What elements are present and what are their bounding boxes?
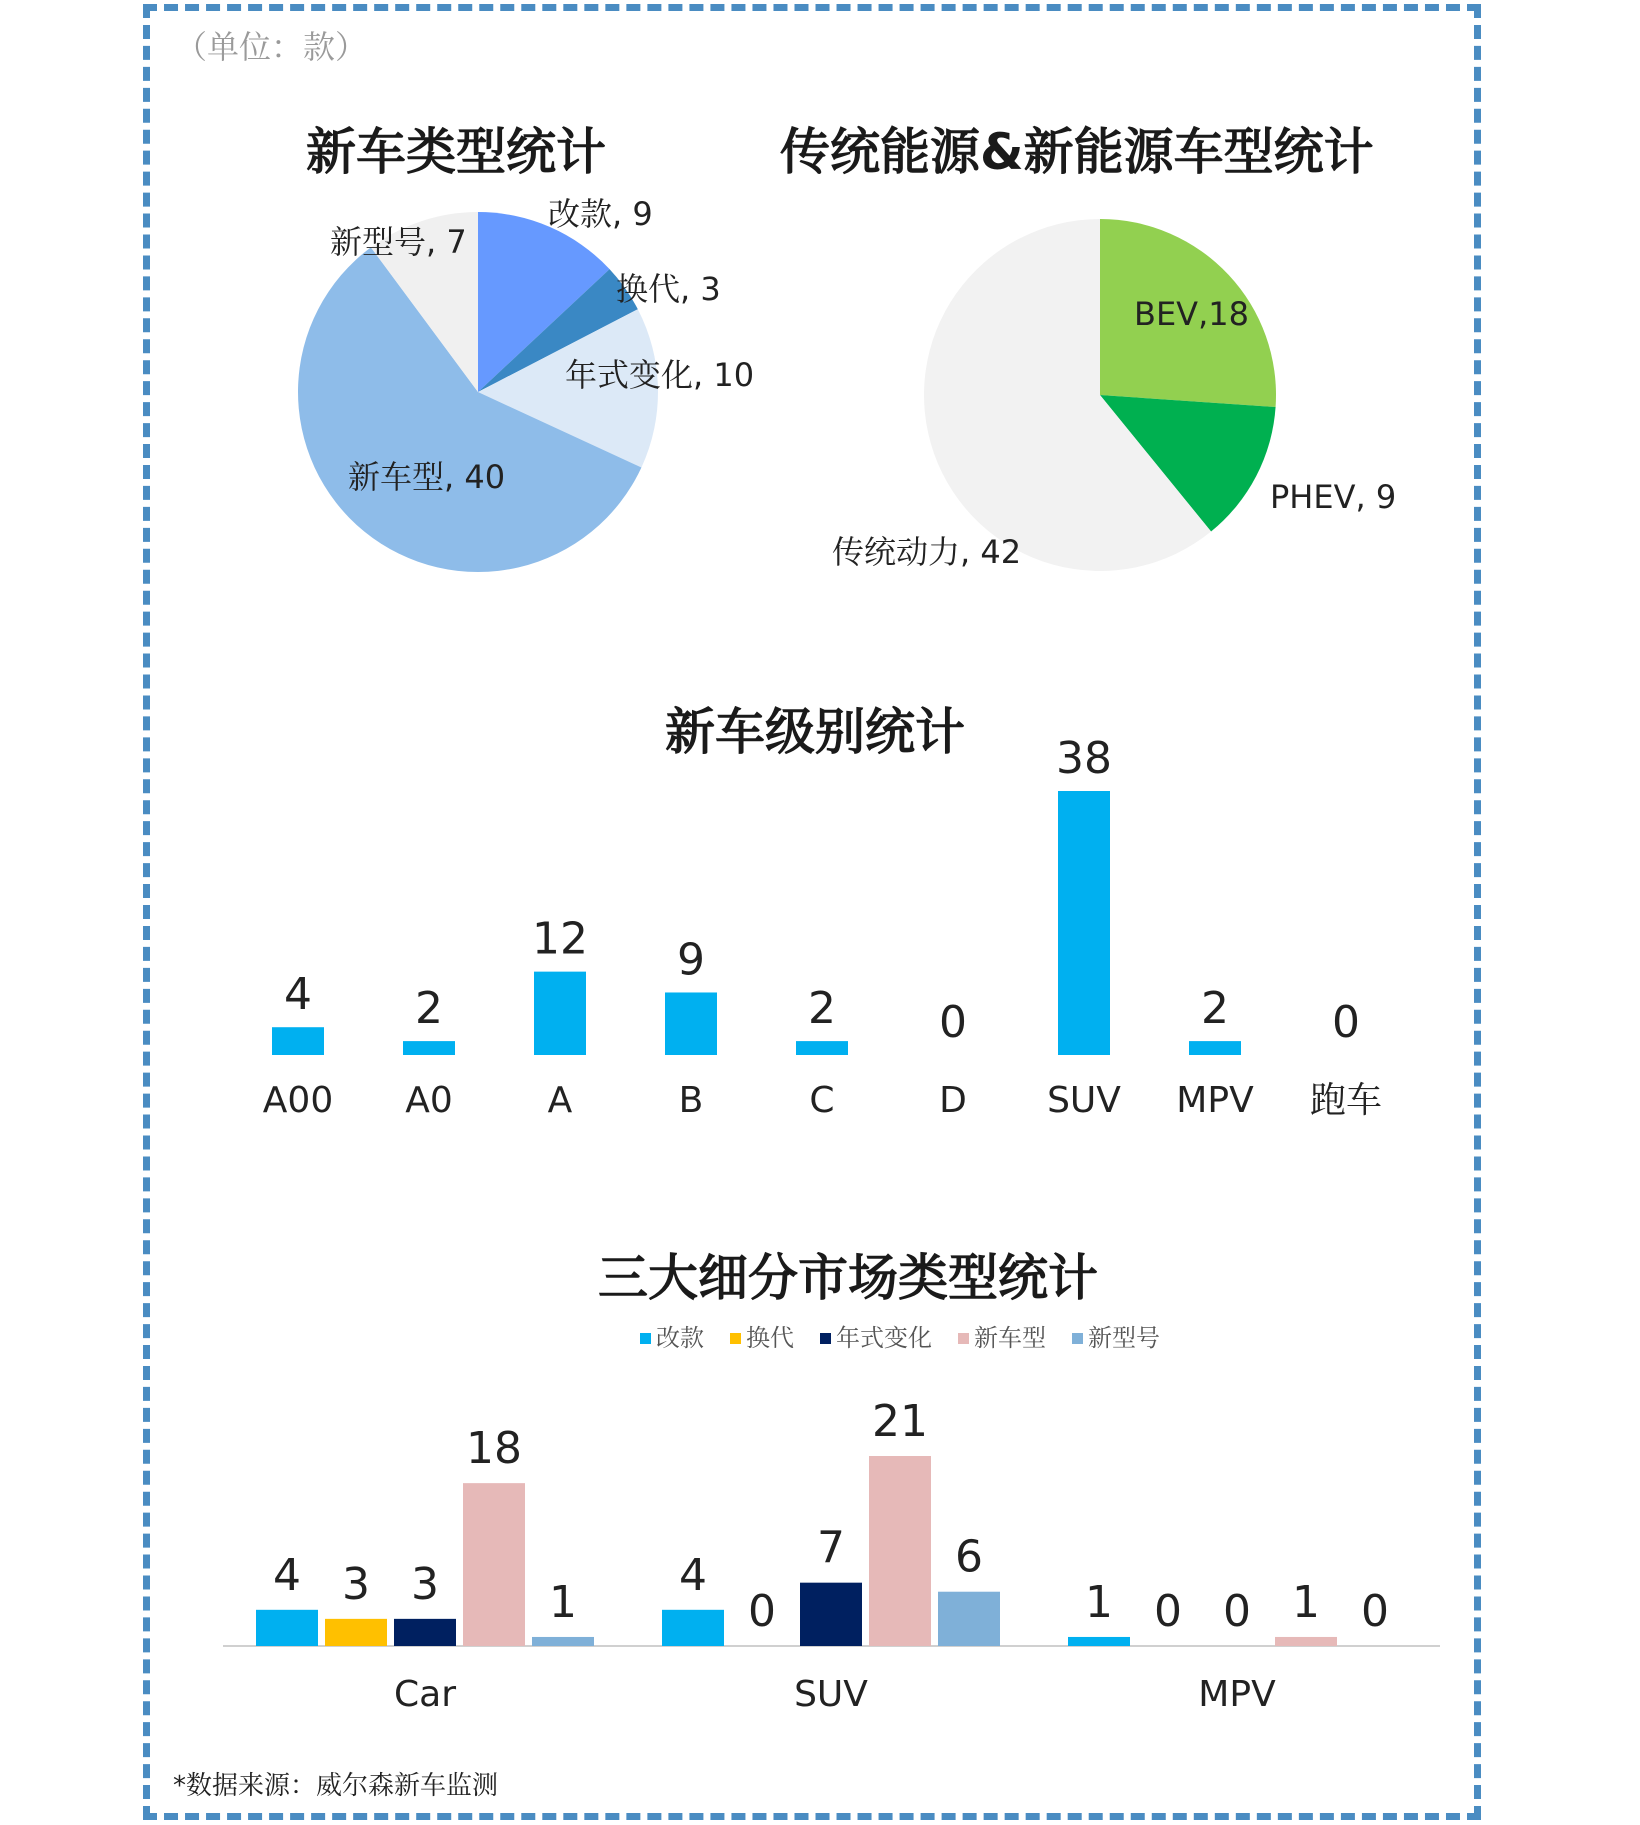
bar-value-MPV-年式变化: 0 xyxy=(1223,1586,1251,1637)
bar-B xyxy=(665,992,717,1055)
bar-segment-title: 三大细分市场类型统计 xyxy=(598,1249,1098,1307)
bar-category-A: A xyxy=(547,1080,573,1121)
bar-Car-年式变化 xyxy=(394,1619,456,1646)
pie-label-新型号: 新型号, 7 xyxy=(330,223,467,261)
pie-chart-energy-type xyxy=(0,0,1640,620)
bar-category-SUV: SUV xyxy=(1047,1080,1121,1121)
bar-Car-改款 xyxy=(256,1610,318,1646)
bar-value-MPV: 2 xyxy=(1201,983,1229,1035)
group-category-SUV: SUV xyxy=(794,1674,868,1715)
bar-value-SUV-新型号: 6 xyxy=(955,1531,983,1583)
bar-category-MPV: MPV xyxy=(1176,1080,1254,1121)
bar-SUV-年式变化 xyxy=(800,1583,862,1646)
bar-class-title: 新车级别统计 xyxy=(665,703,965,761)
bar-value-Car-年式变化: 3 xyxy=(411,1558,439,1610)
bar-value-SUV: 38 xyxy=(1056,733,1112,784)
bar-A00 xyxy=(272,1027,324,1055)
legend-label-年式变化: 年式变化 xyxy=(836,1324,932,1352)
pie-label-传统动力: 传统动力, 42 xyxy=(832,533,1022,571)
bar-category-A0: A0 xyxy=(405,1080,453,1121)
legend-swatch-换代 xyxy=(730,1333,741,1344)
bar-value-跑车: 0 xyxy=(1332,997,1360,1048)
bar-SUV-新型号 xyxy=(938,1592,1000,1646)
bar-SUV xyxy=(1058,791,1110,1055)
bar-MPV-改款 xyxy=(1068,1637,1130,1646)
bar-value-Car-新车型: 18 xyxy=(466,1423,522,1475)
pie-label-BEV: BEV,18 xyxy=(1134,295,1249,333)
bar-value-A00: 4 xyxy=(284,969,312,1021)
bar-A0 xyxy=(403,1041,455,1055)
bar-value-Car-改款: 4 xyxy=(273,1549,301,1601)
bar-value-MPV-换代: 0 xyxy=(1154,1586,1182,1637)
bar-MPV xyxy=(1189,1041,1241,1055)
pie-energy-title: 传统能源&新能源车型统计 xyxy=(780,123,1374,181)
bar-value-SUV-改款: 4 xyxy=(679,1549,707,1601)
pie-label-改款: 改款, 9 xyxy=(548,195,653,233)
bar-category-C: C xyxy=(809,1080,835,1121)
legend-swatch-新型号 xyxy=(1072,1333,1083,1344)
bar-category-跑车: 跑车 xyxy=(1309,1080,1383,1121)
bar-A xyxy=(534,972,586,1055)
bar-chart-market-segment xyxy=(0,1300,1640,1820)
legend-label-改款: 改款 xyxy=(656,1324,704,1352)
legend-label-新车型: 新车型 xyxy=(974,1324,1046,1352)
pie-label-年式变化: 年式变化, 10 xyxy=(565,356,755,394)
bar-value-Car-新型号: 1 xyxy=(549,1576,577,1628)
bar-C xyxy=(796,1041,848,1055)
bar-category-D: D xyxy=(939,1080,967,1121)
bar-value-C: 2 xyxy=(808,983,836,1035)
legend-label-新型号: 新型号 xyxy=(1088,1324,1160,1352)
bar-Car-新车型 xyxy=(463,1483,525,1646)
bar-category-B: B xyxy=(678,1080,704,1121)
legend-swatch-改款 xyxy=(640,1333,651,1344)
bar-value-MPV-新车型: 1 xyxy=(1292,1576,1320,1628)
pie-label-PHEV: PHEV, 9 xyxy=(1270,478,1397,516)
bar-category-A00: A00 xyxy=(262,1080,334,1121)
legend-swatch-新车型 xyxy=(958,1333,969,1344)
bar-value-SUV-换代: 0 xyxy=(748,1586,776,1637)
pie-type-title: 新车类型统计 xyxy=(306,123,606,181)
bar-SUV-改款 xyxy=(662,1610,724,1646)
bar-value-B: 9 xyxy=(677,934,705,986)
legend-swatch-年式变化 xyxy=(820,1333,831,1344)
bar-value-A: 12 xyxy=(532,913,588,965)
pie-label-新车型: 新车型, 40 xyxy=(348,458,506,496)
pie-label-换代: 换代, 3 xyxy=(616,270,721,308)
group-category-Car: Car xyxy=(394,1674,456,1715)
bar-Car-新型号 xyxy=(532,1637,594,1646)
bar-value-SUV-年式变化: 7 xyxy=(817,1522,845,1574)
bar-value-D: 0 xyxy=(939,997,967,1048)
bar-value-SUV-新车型: 21 xyxy=(872,1396,928,1447)
bar-Car-换代 xyxy=(325,1619,387,1646)
unit-label: （单位：款） xyxy=(175,28,368,66)
bar-value-MPV-新型号: 0 xyxy=(1361,1586,1389,1637)
bar-value-Car-换代: 3 xyxy=(342,1558,370,1610)
group-category-MPV: MPV xyxy=(1198,1674,1276,1715)
legend-label-换代: 换代 xyxy=(746,1324,794,1352)
source-note: *数据来源：威尔森新车监测 xyxy=(173,1771,499,1801)
bar-value-MPV-改款: 1 xyxy=(1085,1576,1113,1628)
bar-SUV-新车型 xyxy=(869,1456,931,1646)
bar-MPV-新车型 xyxy=(1275,1637,1337,1646)
bar-chart-car-class xyxy=(0,660,1640,1180)
bar-value-A0: 2 xyxy=(415,983,443,1035)
